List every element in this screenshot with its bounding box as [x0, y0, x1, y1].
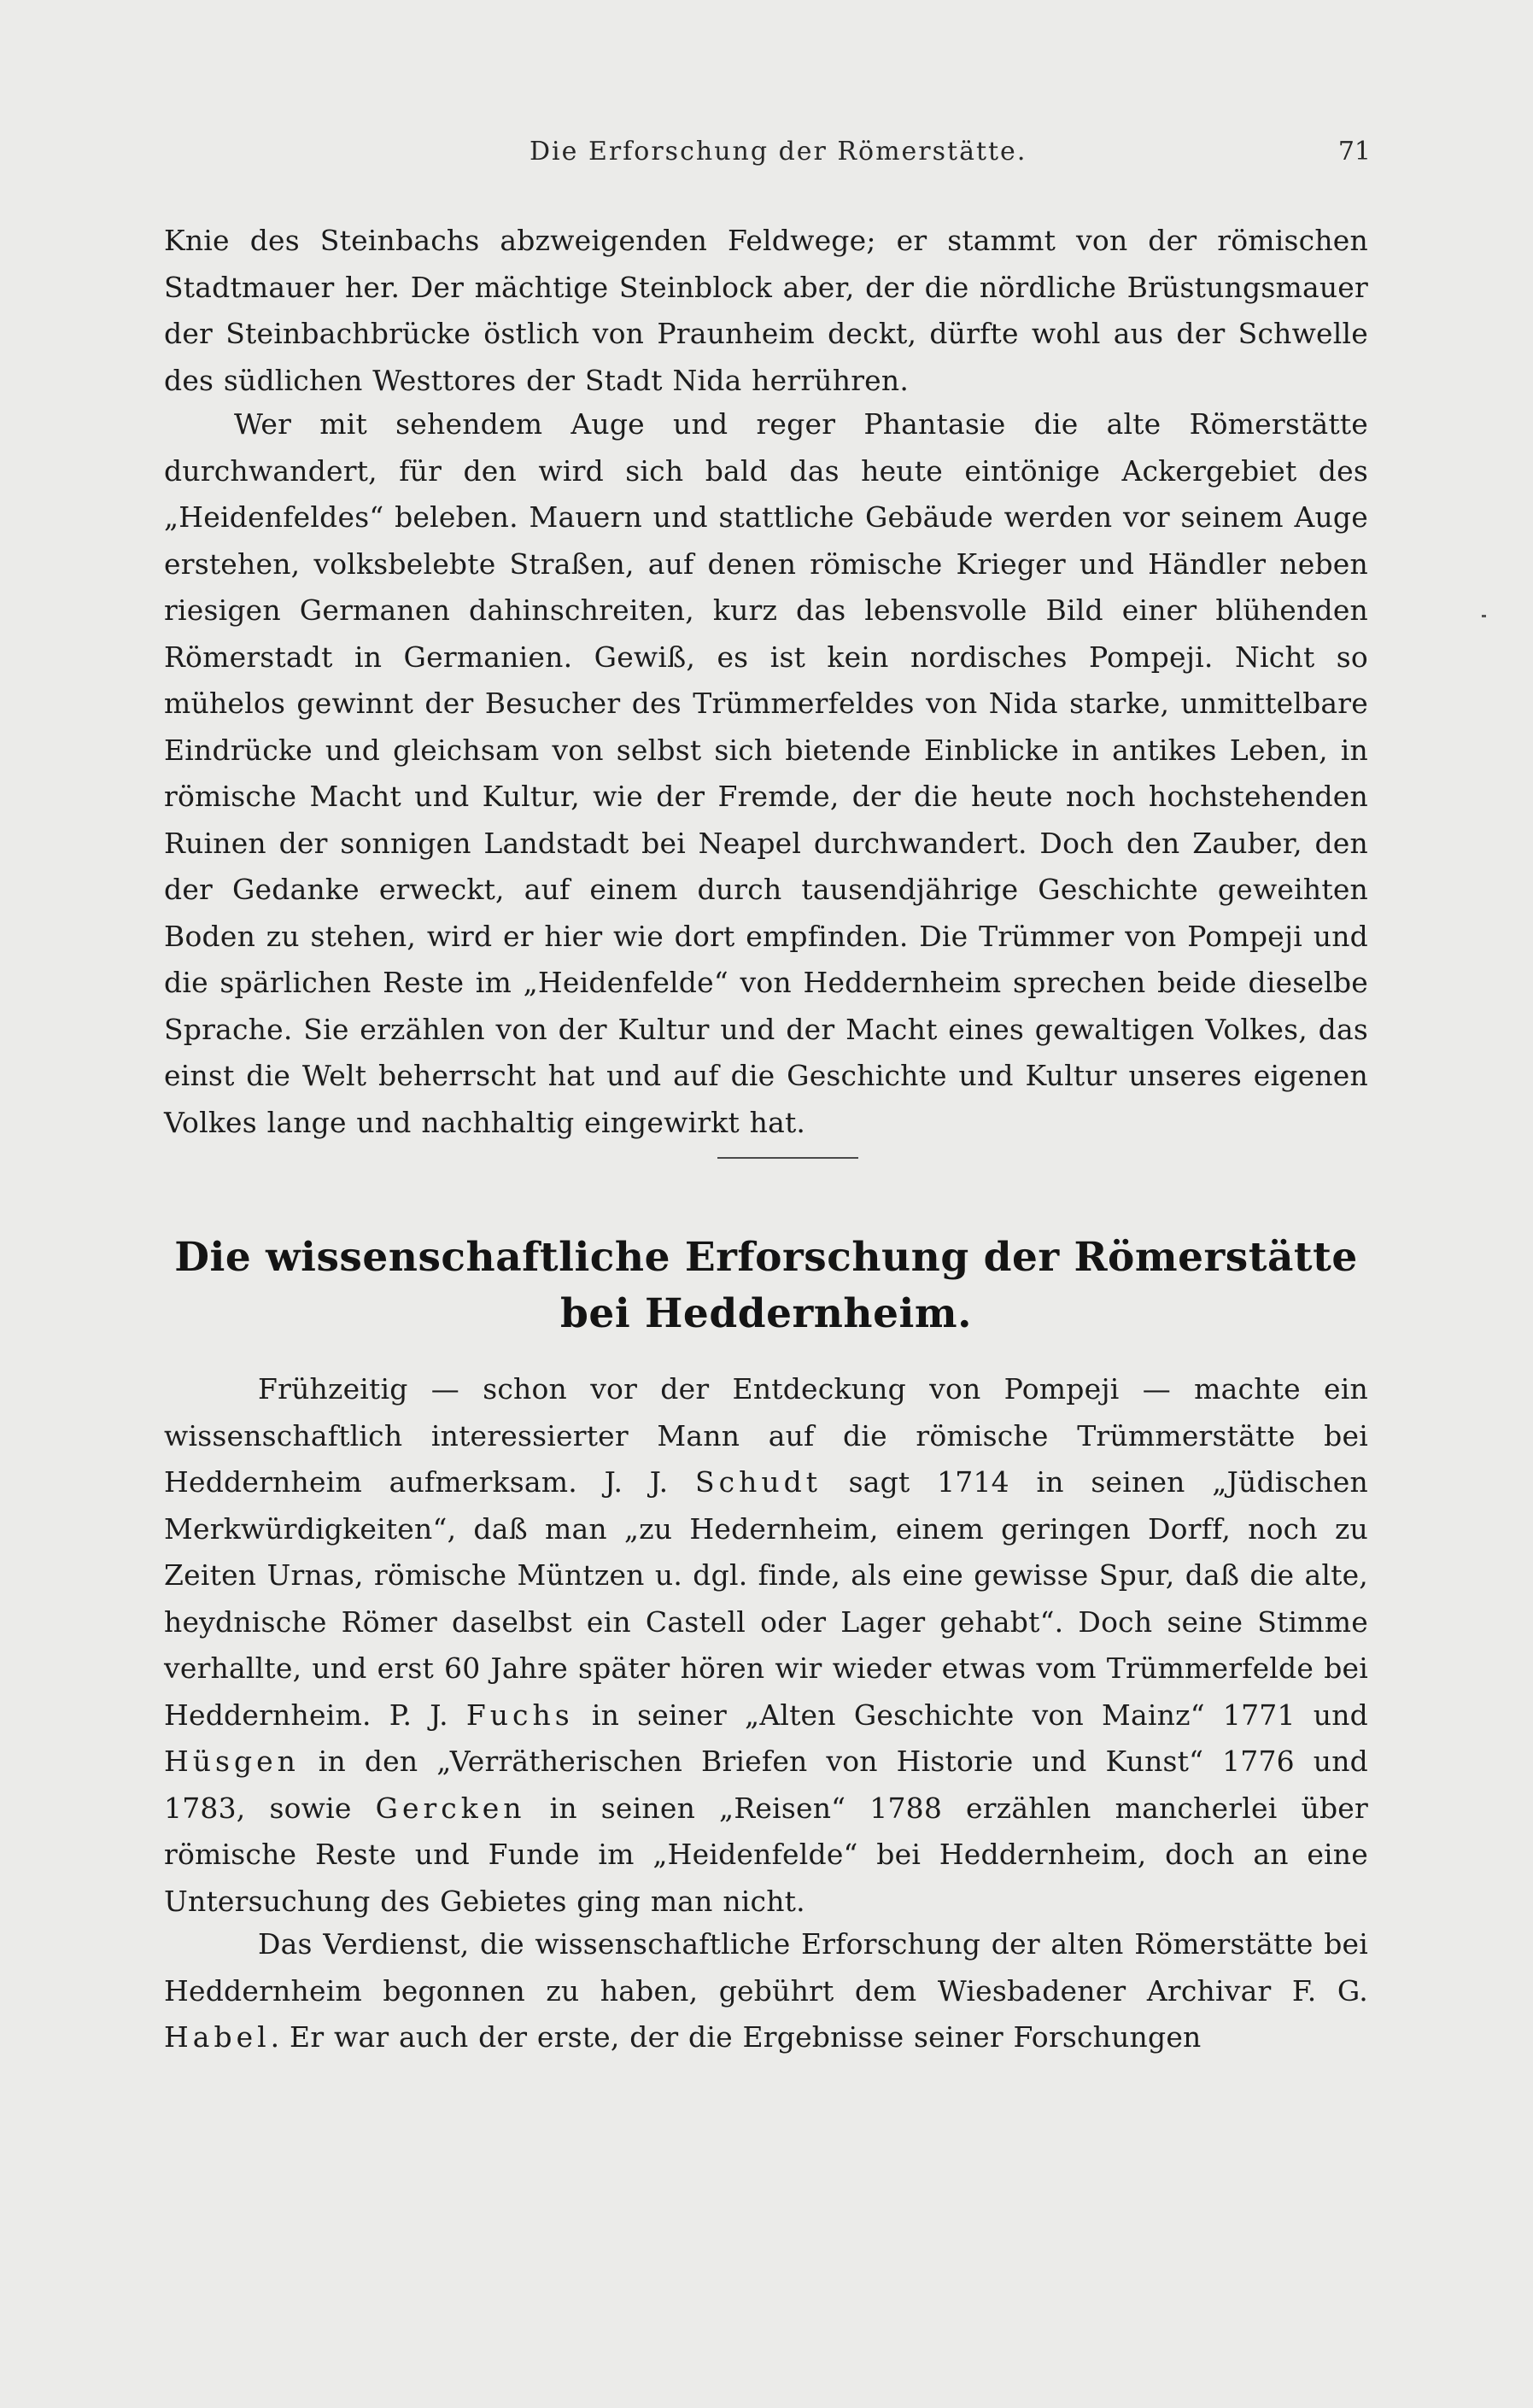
page-number: 71: [1337, 137, 1371, 167]
section-heading: Die wissenschaftliche Erforschung der Römerstätte bei Heddernheim.: [174, 1234, 1358, 1337]
paragraph-3-text: Frühzeitig — schon vor der Entdeckung von Pompeji — machte ein wissenschaftlich interessierter Mann auf die römische Trümmerstätte bei Heddernheim aufmerksam. J. J.: [164, 1372, 1368, 1499]
paragraph-4: [164, 1921, 1368, 2061]
author-name-schudt: Schudt: [695, 1465, 822, 1499]
paragraph-3-text: in seinen „Reisen“ 1788 erzählen mancherlei über römische Reste und Funde im „Heidenfelde“ bei Heddernheim, doch an eine Untersuchung des Gebietes ging man nicht.: [164, 1791, 1368, 1918]
author-name-fuchs: Fuchs: [465, 1698, 574, 1732]
paragraph-4-text: . Er war auch der erste, der die Ergebnisse seiner Forschungen: [270, 2020, 1202, 2054]
author-name-habel: Habel: [164, 2020, 271, 2054]
paragraph-3-text: in seiner „Alten Geschichte von Mainz“ 1771 und: [573, 1698, 1368, 1732]
running-title: Die Erforschung der Römerstätte.: [530, 137, 1027, 167]
paragraph-1: Knie des Steinbachs abzweigenden Feldwege; er stammt von der römischen Stadtmauer her. Der mächtige Steinblock aber, der die nördliche Brüstungsmauer der Steinbachbrücke östlich von Praunheim deckt, dürfte wohl aus der Schwelle des südlichen Westtores der Stadt Nida herrühren.: [164, 224, 1368, 397]
running-head: [167, 137, 1371, 179]
paragraph-4-text: Das Verdienst, die wissenschaftliche Erforschung der alten Römerstätte bei Heddernheim begonnen zu haben, gebührt dem Wiesbadener Archivar F. G.: [164, 1927, 1368, 2008]
paragraph-3: [164, 1366, 1368, 1925]
paragraph-2: Wer mit sehendem Auge und reger Phantasie die alte Römerstätte durchwandert, für den wird sich bald das heute eintönige Ackergebiet des „Heidenfeldes“ beleben. Mauern und stattliche Gebäude werden vor seinem Auge erstehen, volksbelebte Straßen, auf denen römische Krieger und Händler neben riesigen Germanen dahinschreiten, kurz das lebensvolle Bild einer blühenden Römerstadt in Germanien. Gewiß, es ist kein nordisches Pompeji. Nicht so mühelos gewinnt der Besucher des Trümmerfeldes von Nida starke, unmittelbare Eindrücke und gleichsam von selbst sich bietende Einblicke in antikes Leben, in römische Macht und Kultur, wie der Fremde, der die heute noch hochstehenden Ruinen der sonnigen Landstadt bei Neapel durchwandert. Doch den Zauber, den der Gedanke erweckt, auf einem durch tausendjährige Geschichte geweihten Boden zu stehen, wird er hier wie dort empfinden. Die Trümmer von Pompeji und die spärlichen Reste im „Heidenfelde“ von Heddernheim sprechen beide dieselbe Sprache. Sie erzählen von der Kultur und der Macht eines gewaltigen Volkes, das einst die Welt beherrscht hat und auf die Geschichte und Kultur unseres eigenen Volkes lange und nachhaltig eingewirkt hat.: [164, 407, 1368, 1139]
author-name-huesgen: Hüsgen: [164, 1745, 300, 1778]
paragraph-3-text: in den „Verrätherischen Briefen von Historie und Kunst“ 1776 und 1783, sowie: [164, 1745, 1368, 1825]
author-name-gercken: Gercken: [375, 1791, 526, 1825]
scan-speck: [1482, 615, 1486, 617]
paragraph-3-text: sagt 1714 in seinen „Jüdischen Merkwürdigkeiten“, daß man „zu Hedernheim, einem geringen Dorff, noch zu Zeiten Urnas, römische Müntzen u. dgl. finde, als eine gewisse Spur, daß die alte, heydnische Römer daselbst ein Castell oder Lager gehabt“. Doch seine Stimme verhallte, und erst 60 Jahre später hören wir wieder etwas vom Trümmerfelde bei Heddernheim. P. J.: [164, 1465, 1368, 1732]
section-divider: [717, 1157, 858, 1159]
